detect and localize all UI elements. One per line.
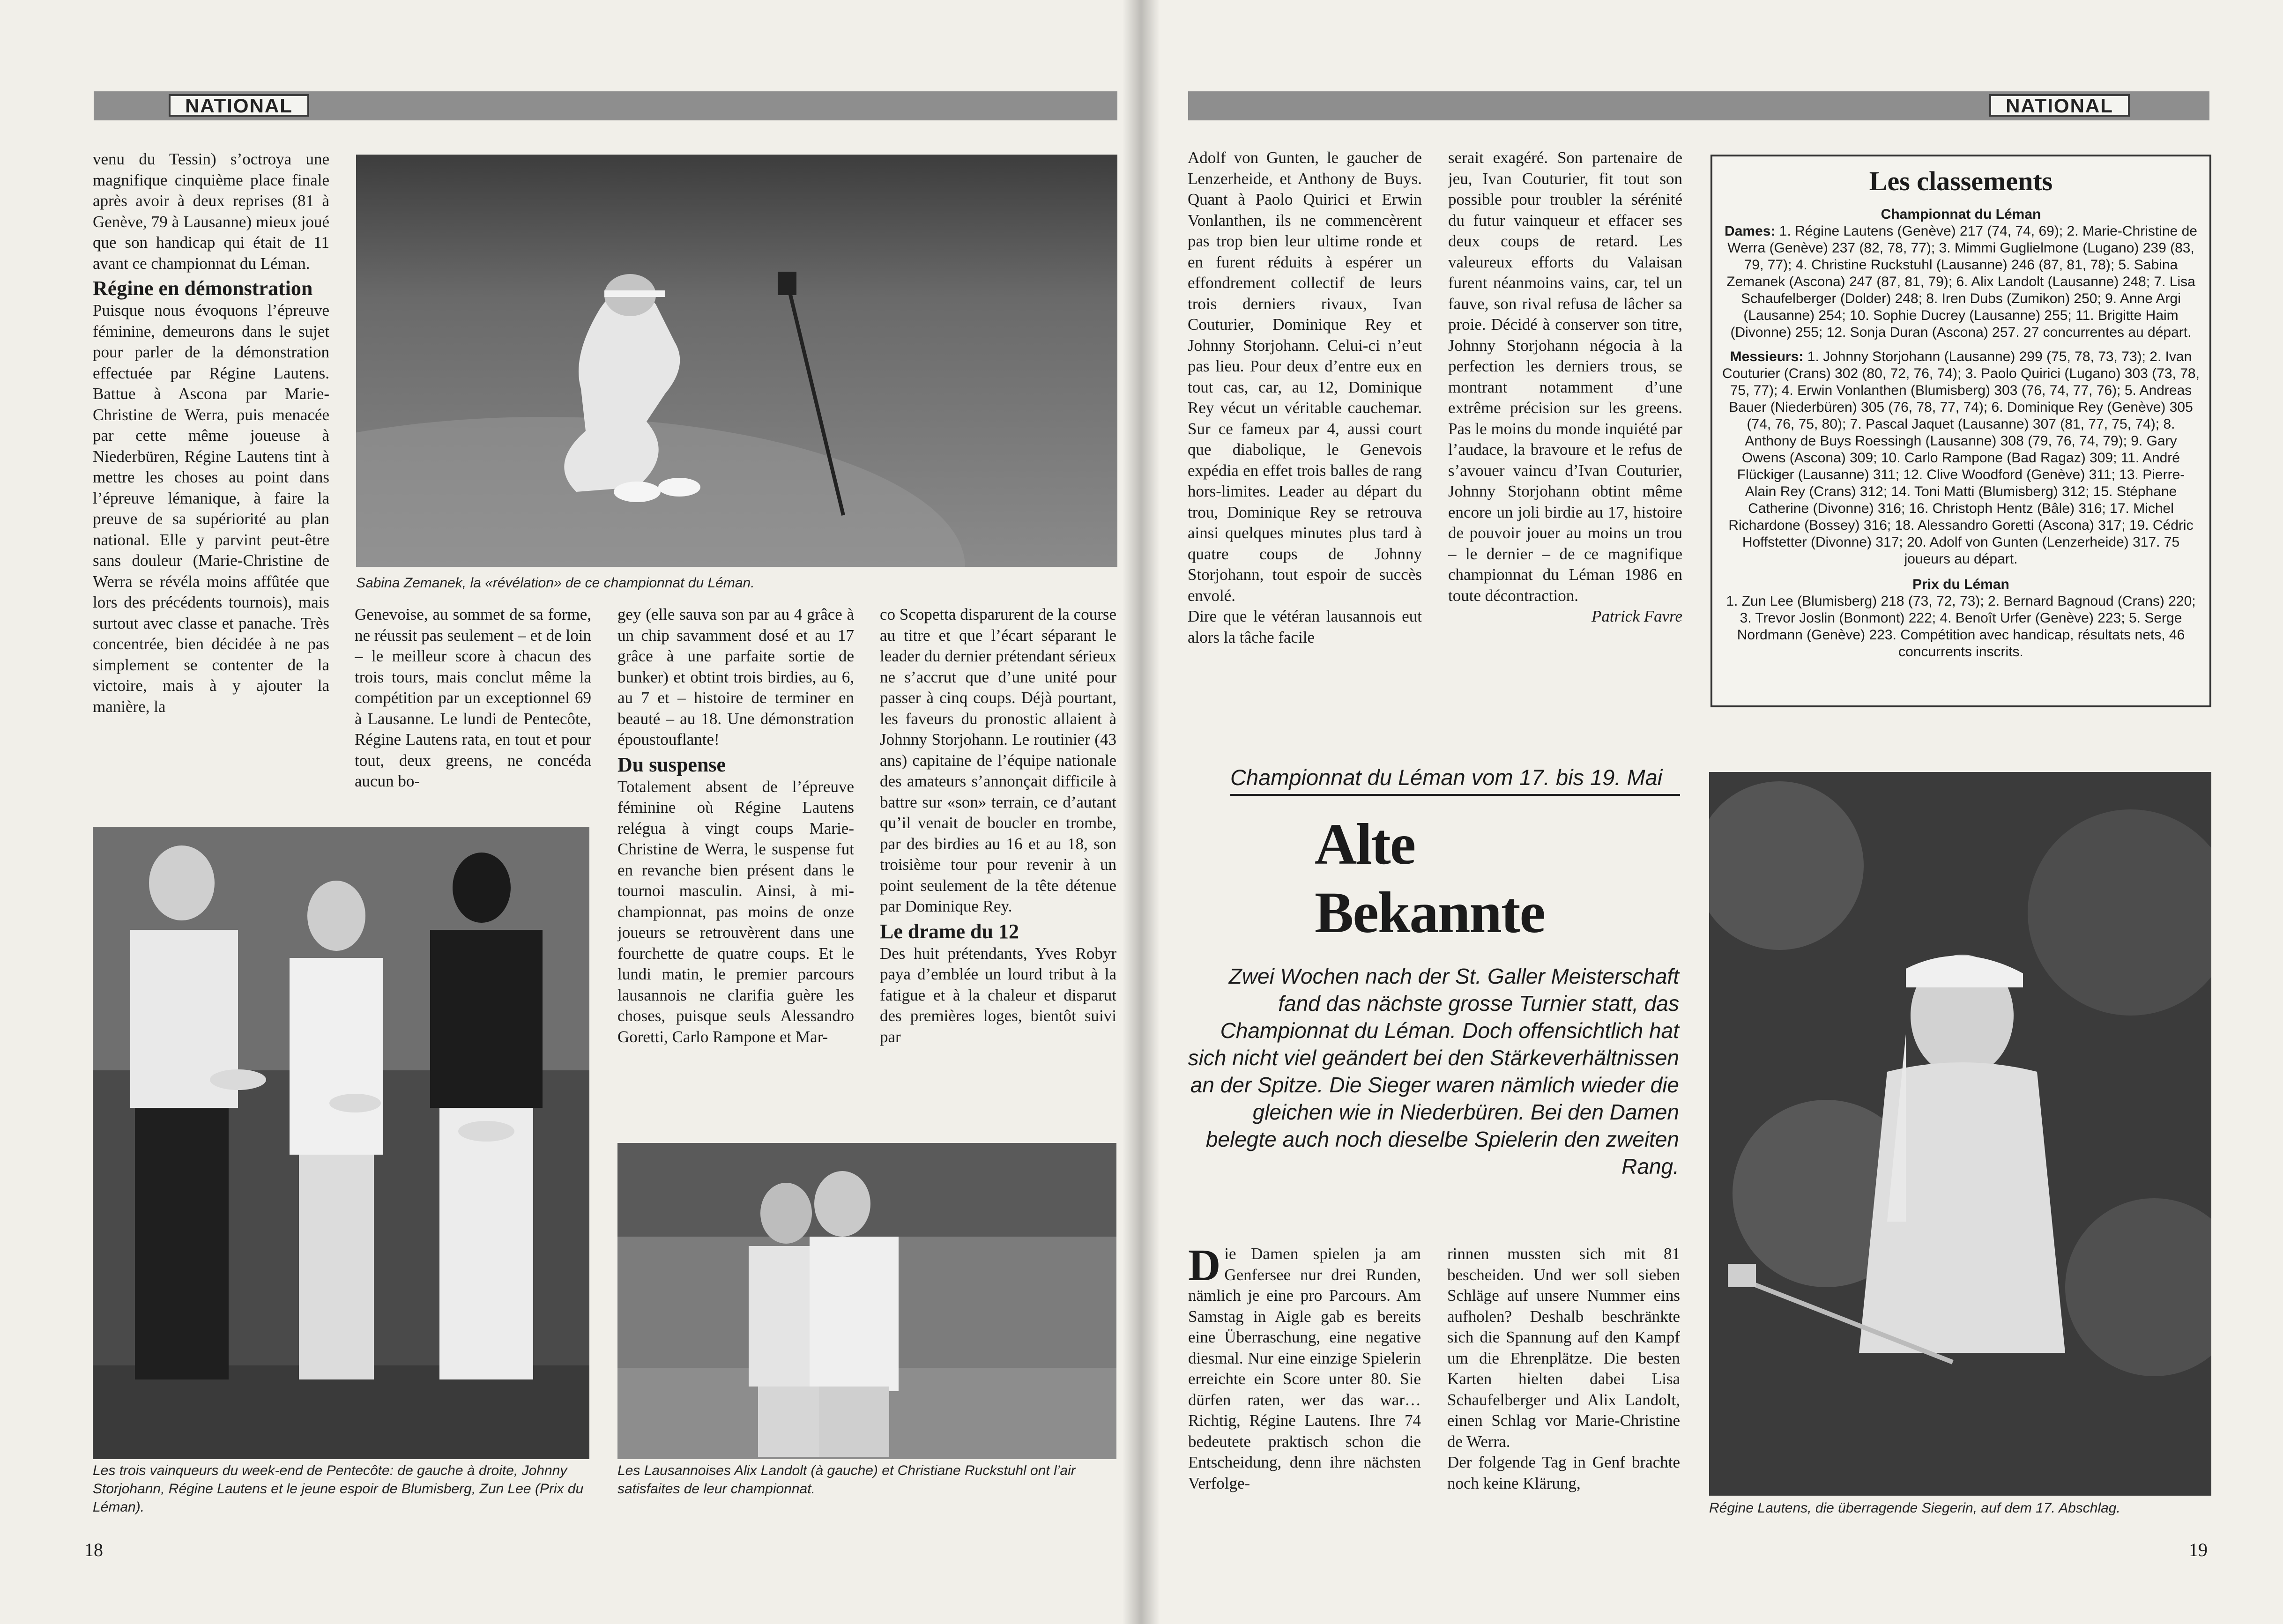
results-subheading: Prix du Léman [1912,577,2009,592]
results-subheading: Championnat du Léman [1881,207,2041,222]
results-ladies [1722,223,2200,341]
results-box-title: Les classements [1869,166,2053,196]
results-prix: 1. Zun Lee (Blumisberg) 218 (73, 72, 73); 2. Bernard Bagnoud (Crans) 220; 3. Trevor Joslin (Bonmont) 222; 4. Benoît Urfer (Genève) 223; 5. Serge Nordmann (Genève) 223. Compétition avec handicap, résultats nets, 46 concurrents inscrits. [1726,593,2196,660]
article-column-1 [1188,148,1422,710]
paragraph: co Scopetta disparurent de la course au titre et que l’écart séparant le leader du dernier prétendant sérieux ne s’accrut que d’une unité pour passer à cinq coups. Déjà pourtant, les faveurs du pronostic allaient à Johnny Storjohann. Le routinier (43 ans) capitaine de l’équipe nationale des amateurs s’annonçait difficile à battre sur «son» terrain, ce d’autant qu’il venait de boucler en trombe, par des birdies au 16 et au 18, son troisième tour pour revenir à un point seulement de la tête détenue par Dominique Rey. [880,605,1116,915]
results-text: 1. Régine Lautens (Genève) 217 (74, 74, 69); 2. Marie-Christine de Werra (Genève) 237 (82, 78, 77); 3. Mimmi Guglielmone (Lugano) 239 (83, 79, 77); 4. Christine Ruckstuhl (Lausanne) 246 (87, 81, 78); 5. Sabina Zemanek (Ascona) 247 (87, 81, 79); 6. Alix Landolt (Lausanne) 248; 7. Lisa Schaufelberger (Dolder) 248; 8. Iren Dubs (Zumikon) 250; 9. Anne Argi (Lausanne) 254; 10. Sophie Ducrey (Lausanne) 255; 11. Brigitte Haim (Divonne) 255; 12. Sonja Duran (Ascona) 257. 27 concurrentes au départ. [1726,223,2197,340]
article-lead: Zwei Wochen nach der St. Galler Meisterschaft fand das nächste grosse Turnier statt, das Championnat du Léman. Doch offensichtlich hat sich nicht viel geändert bei den Stärkeverhältnissen an der Spitze. Die Sieger waren nämlich wieder die gleichen wie in Niederbüren. Bei den Damen belegte auch noch dieselbe Spielerin den zweiten Rang. [1188,964,1679,1179]
photo-landolt-ruckstuhl [617,1143,1116,1459]
paragraph: Adolf von Gunten, le gaucher de Lenzerheide, et Anthony de Buys. Quant à Paolo Quirici et Erwin Vonlanthen, ils ne commencèrent pas trop bien leur ultime ronde et en furent réduits à espérer un effondrement collectif de leurs trois derniers rivaux, Ivan Couturier, Dominique Rey et Johnny Storjohann. Celui-ci n’eut pas lieu. Pour deux d’entre eux en tout cas, car, au 12, Dominique Rey vécut un véritable cauchemar. Sur ce fameux par 4, aussi court que diabolique, le Genevois expédia en effet trois balles de rang hors-limites. Leader au départ du trou, Dominique Rey se retrouva ainsi quelques minutes plus tard à quatre coups de Johnny Storjohann, tout espoir de succès envolé. [1188,148,1422,605]
drop-cap: D [1188,1244,1221,1290]
page-number: 18 [84,1539,103,1560]
section-header-bar [94,91,1117,120]
results-text: 1. Johnny Storjohann (Lausanne) 299 (75, 78, 73, 73); 2. Ivan Couturier (Crans) 302 (80, 72, 76, 74); 3. Paolo Quirici (Lugano) 303 (73, 78, 75, 77); 4. Erwin Vonlanthen (Blumisberg) 303 (76, 74, 77, 76); 5. Andreas Bauer (Niederbüren) 305 (76, 78, 77, 74); 6. Dominique Rey (Genève) 305 (74, 76, 75, 80); 7. Pascal Jaquet (Lausanne) 307 (81, 77, 75, 74); 8. Anthony de Buys Roessingh (Lausanne) 308 (79, 76, 74, 79); 9. Gary Owens (Ascona) 309; 10. Carlo Rampone (Bad Ragaz) 309; 11. André Flückiger (Lausanne) 311; 12. Clive Woodford (Genève) 311; 13. Pierre-Alain Rey (Crans) 312; 14. Toni Matti (Blumisberg) 312; 15. Stéphane Catherine (Divonne) 316; 16. Christoph Hentz (Bâle) 316; 17. Michel Richardone (Bossey) 316; 18. Alessandro Goretti (Ascona) 317; 19. Cédric Hoffstetter (Divonne) 317; 20. Adolf von Gunten (Lenzerheide) 317. 75 joueurs au départ. [1722,349,2200,567]
subheading: Régine en démonstration [93,277,313,300]
section-header-bar [1188,91,2209,120]
article-column-2 [1448,148,1682,710]
paragraph: Dire que le vétéran lausannois eut alors la tâche facile [1188,607,1422,646]
page-gutter-shadow [1141,0,1160,1624]
photo-regine-lautens [1709,772,2211,1496]
article-column-3 [617,604,854,1138]
paragraph: Der folgende Tag in Genf brachte noch keine Klärung, [1447,1453,1680,1492]
article-column-2 [355,604,591,810]
photo-caption: Les trois vainqueurs du week-end de Pentecôte: de gauche à droite, Johnny Storjohann, Régine Lautens et le jeune espoir de Blumisberg, Zun Lee (Prix du Léman). [93,1463,584,1515]
kicker-rule [1230,794,1680,796]
subheading: Du suspense [617,753,726,776]
article-column-1 [93,149,329,814]
paragraph: Genevoise, au sommet de sa forme, ne réussit pas seulement – et de loin – le meilleur score à chacun des trois tours, mais conclut même la compétition par un exceptionnel 69 à Lausanne. Le lundi de Pentecôte, Régine Lautens rata, en tout et pour tout, deux greens, ne concéda aucun bo- [355,605,591,790]
article-column-de-1 [1188,1244,1421,1534]
photo-sabina-zemanek [356,155,1117,567]
photo-caption: Régine Lautens, die überragende Siegerin, auf dem 17. Abschlag. [1709,1500,2120,1516]
results-men [1722,349,2200,568]
article-kicker: Championnat du Léman vom 17. bis 19. Mai [1230,765,1663,790]
photo-caption: Les Lausannoises Alix Landolt (à gauche) et Christiane Ruckstuhl ont l’air satisfaites de leur championnat. [617,1463,1076,1497]
paragraph: Des huit prétendants, Yves Robyr paya d’emblée un lourd tribut à la fatigue et à la chaleur et disparut des premières loges, bientôt suivi par [880,944,1116,1046]
section-tag: NATIONAL [1989,94,2130,117]
subheading: Le drame du 12 [880,920,1019,943]
photo-caption: Sabina Zemanek, la «révélation» de ce championnat du Léman. [356,575,755,591]
headline-line-2: Bekannte [1315,881,1545,945]
paragraph: serait exagéré. Son partenaire de jeu, Ivan Couturier, fit tout son possible pour troubler la sérénité du futur vainqueur et effacer ses deux coups de retard. Les valeureux efforts du Valaisan furent néanmoins vains, car, tel un fauve, son rival refusa de lâcher sa proie. Décidé à conserver son titre, Johnny Storjohann négocia à la perfection les derniers trous, se montrant notamment d’une extrême précision sur les greens. Pas le moins du monde inquiété par l’audace, la bravoure et le refus de s’avouer vaincu d’Ivan Couturier, Johnny Storjohann obtint même encore un joli birdie au 17, histoire de pouvoir jouer au moins un trou – le dernier – de ce magnifique championnat du Léman 1986 en toute décontraction. [1448,148,1682,605]
page-gutter-shadow [1123,0,1141,1624]
results-label: Dames: [1725,223,1776,239]
paragraph: gey (elle sauva son par au 4 grâce à un chip savamment dosé et au 17 grâce à une parfaite sortie de bunker) et obtint trois birdies, au 6, au 7 et – histoire de terminer en beauté – au 18. Une démonstration époustouflante! [617,605,854,749]
headline-line-1: Alte [1315,812,1415,877]
paragraph [1188,1244,1421,1494]
article-column-de-2 [1447,1244,1680,1534]
page-number: 19 [2189,1539,2208,1560]
paragraph: Totalement absent de l’épreuve féminine où Régine Lautens relégua à vingt coups Marie-Christine de Werra, le suspense fut en revanche bien présent dans le tournoi masculin. Ainsi, à mi-championnat, pas moins de onze joueurs se retrouvèrent dans une fourchette de quatre coups. Et le lundi matin, le premier parcours lausannois ne clarifia guère les choses, puisque seuls Alessandro Goretti, Carlo Rampone et Mar- [617,777,854,1046]
paragraph: venu du Tessin) s’octroya une magnifique cinquième place finale après avoir à deux reprises (81 à Genève, 79 à Lausanne) mieux joué que son handicap qui était de 11 avant ce championnat du Léman. [93,150,329,273]
left-page [0,0,1141,1624]
article-column-4 [880,604,1116,1138]
photo-three-winners [93,827,589,1459]
byline: Patrick Favre [1591,607,1682,625]
right-page [1141,0,2283,1624]
paragraph: rinnen mussten sich mit 81 bescheiden. Und wer soll sieben Schläge auf unsere Nummer eins aufholen? Deshalb beschränkte sich die Spannung auf den Kampf um die Ehrenplätze. Die besten Karten hielten dabei Lisa Schaufelberger und Alix Landolt, einen Schlag vor Marie-Christine de Werra. [1447,1245,1680,1451]
section-tag: NATIONAL [169,94,309,117]
results-label: Messieurs: [1730,349,1804,364]
paragraph-text: ie Damen spielen ja am Genfersee nur drei Runden, nämlich je eine pro Parcours. Am Samstag in Aigle gab es bereits eine Überraschung, eine negative diesmal. Nur eine einzige Spielerin erreichte ein Score unter 80. Sie dürfen raten, wer das war… Richtig, Régine Lautens. Ihre 74 bedeutete praktisch schon die Entscheidung, denn ihre nächsten Verfolge- [1188,1245,1421,1492]
paragraph: Puisque nous évoquons l’épreuve féminine, demeurons dans le sujet pour parler de la démonstration effectuée par Régine Lautens. Battue à Ascona par Marie-Christine de Werra, puis menacée par cette même joueuse à Niederbüren, Régine Lautens tint à mettre les choses au point dans l’épreuve lémanique, à faire la preuve de sa supériorité au plan national. Elle y parvint peut-être sans douleur (Marie-Christine de Werra se révéla moins affûtée que lors des précédents tournois), mais surtout avec classe et panache. Très concentrée, bien décidée à ne pas simplement se contenter de la victoire, mais à y ajouter la manière, la [93,301,329,716]
results-box [1710,155,2211,707]
